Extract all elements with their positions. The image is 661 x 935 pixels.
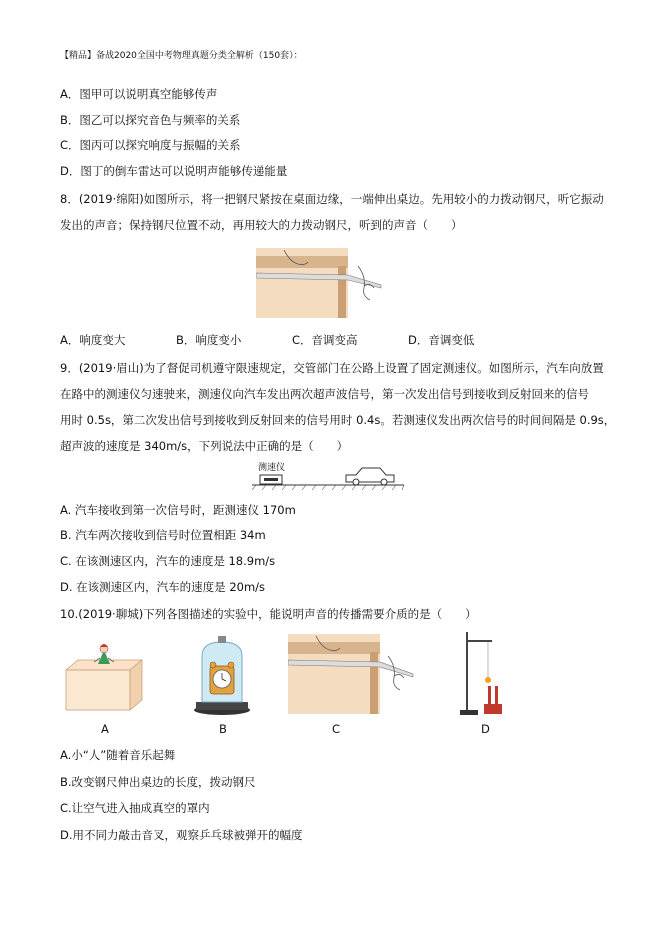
q7-option-a: A．图甲可以说明真空能够传声 bbox=[60, 87, 218, 101]
q8-option-d: D．音调变低 bbox=[408, 333, 475, 347]
q8-stem-line2: 发出的声音；保持钢尺位置不动，再用较大的力拨动钢尺，听到的声音（ ） bbox=[60, 218, 463, 232]
figure-c-label: C bbox=[332, 722, 341, 736]
q9-stem-line1: 9．(2019·眉山)为了督促司机遵守限速规定，交管部门在公路上设置了固定测速仪。如图所示，汽车向放置 bbox=[60, 361, 604, 375]
speed-detector-label: 测速仪 bbox=[258, 463, 286, 473]
figure-a-label: A bbox=[101, 722, 109, 736]
figure-b-bell-jar bbox=[192, 636, 252, 716]
figure-a-dancer-on-box bbox=[64, 640, 144, 712]
q10-option-c: C.让空气进入抽成真空的罩内 bbox=[60, 801, 210, 815]
figure-d-label: D bbox=[481, 722, 490, 736]
q9-option-c: C. 在该测速区内，汽车的速度是 18.9m/s bbox=[60, 554, 276, 568]
q9-stem-line3: 用时 0.5s，第二次发出信号到接收到反射回来的信号用时 0.4s。若测速仪发出两次信号的时间间隔是 0.9s， bbox=[60, 413, 616, 427]
q9-option-d: D. 在该测速区内，汽车的速度是 20m/s bbox=[60, 580, 266, 594]
q7-option-c: C．图丙可以探究响度与振幅的关系 bbox=[60, 138, 241, 152]
q9-option-a: A. 汽车接收到第一次信号时，距测速仪 170m bbox=[60, 503, 296, 517]
q9-stem-line4: 超声波的速度是 340m/s，下列说法中正确的是（ ） bbox=[60, 439, 349, 453]
q9-stem-line2: 在路中的测速仪匀速驶来，测速仪向汽车发出两次超声波信号，第一次发出信号到接收到反射回来的信号 bbox=[60, 387, 589, 401]
q10-stem: 10.(2019·聊城)下列各图描述的实验中，能说明声音的传播需要介质的是（ ） bbox=[60, 607, 477, 621]
q9-option-b: B. 汽车两次接收到信号时位置相距 34m bbox=[60, 528, 266, 542]
q10-option-b: B.改变钢尺伸出桌边的长度，拨动钢尺 bbox=[60, 775, 256, 789]
q8-option-a: A．响度变大 bbox=[60, 333, 126, 347]
q10-option-a: A.小“人”随着音乐起舞 bbox=[60, 748, 176, 762]
q7-option-d: D．图丁的倒车雷达可以说明声能够传递能量 bbox=[60, 164, 288, 178]
q8-option-c: C．音调变高 bbox=[292, 333, 358, 347]
speed-detector-figure bbox=[252, 461, 406, 491]
figure-d-tuning-fork bbox=[460, 632, 510, 716]
q8-stem-line1: 8．(2019·绵阳)如图所示，将一把钢尺紧按在桌面边缘，一端伸出桌边。先用较小的力拨动钢尺，听它振动 bbox=[60, 192, 604, 206]
figure-b-label: B bbox=[219, 722, 227, 736]
figure-c-ruler-on-table bbox=[288, 634, 414, 714]
q10-option-d: D.用不同力敲击音叉，观察乒乓球被弹开的幅度 bbox=[60, 828, 303, 842]
ruler-on-table-figure bbox=[256, 248, 382, 318]
q8-option-b: B．响度变小 bbox=[176, 333, 242, 347]
page-header: 【精品】备战2020全国中考物理真题分类全解析（150套）： bbox=[60, 51, 303, 61]
q7-option-b: B．图乙可以探究音色与频率的关系 bbox=[60, 113, 241, 127]
